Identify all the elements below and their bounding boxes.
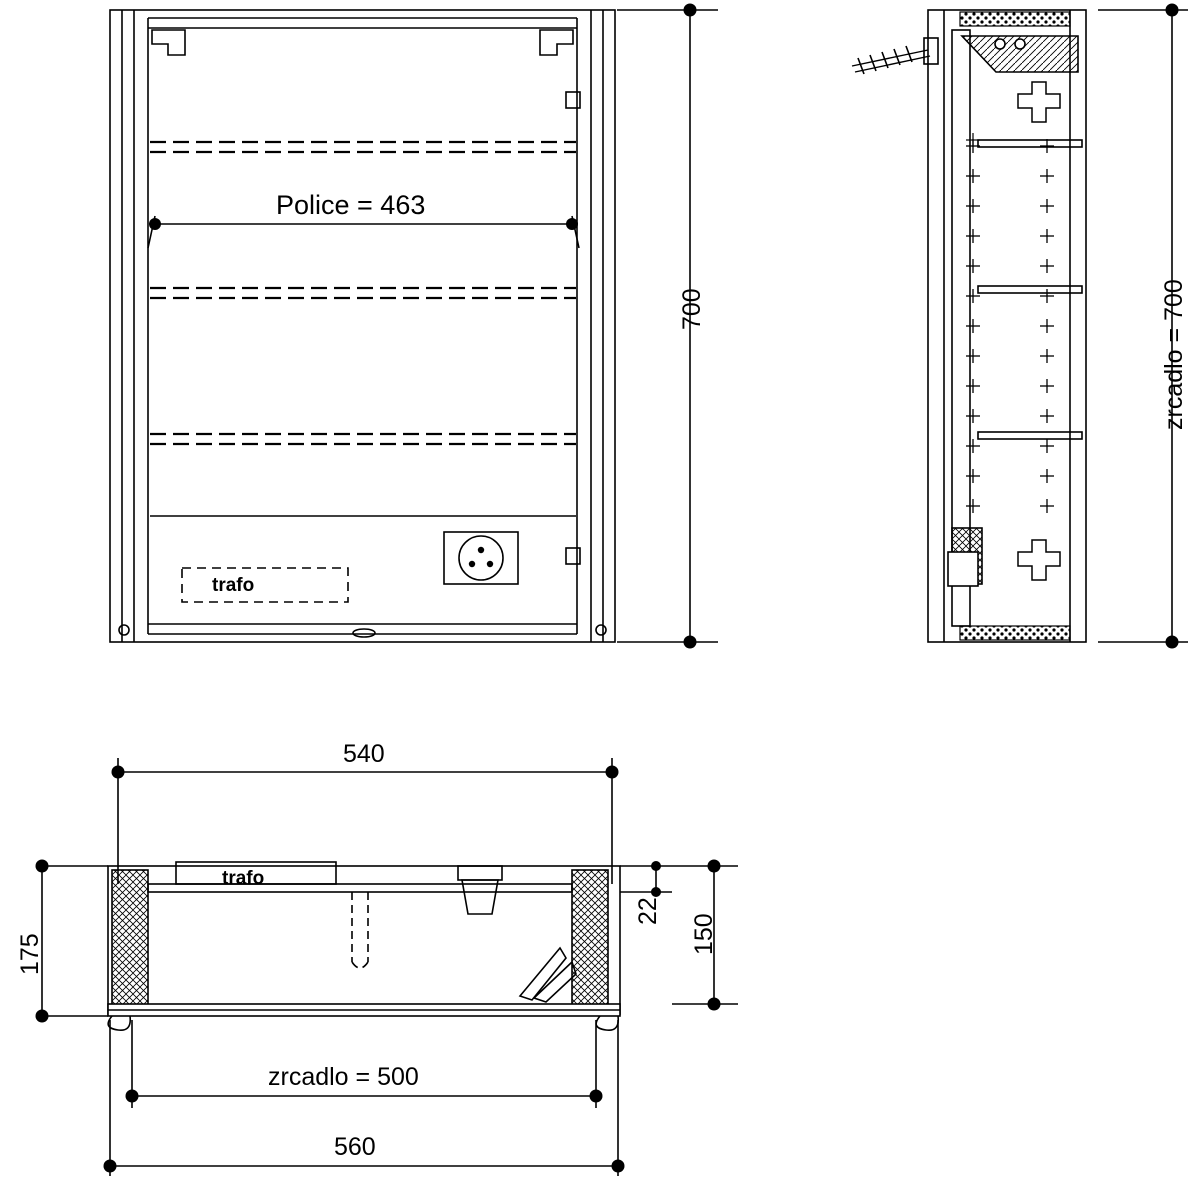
top-view-geometry bbox=[36, 758, 739, 1176]
top-small-dimension-label: 22 bbox=[634, 897, 662, 925]
front-view-geometry bbox=[110, 4, 718, 649]
top-outer-dimension-label: 560 bbox=[334, 1133, 376, 1161]
top-width-dimension-label: 540 bbox=[343, 740, 385, 768]
top-mirror-dimension-label: zrcadlo = 500 bbox=[268, 1063, 419, 1091]
front-shelf-label: Police = 463 bbox=[276, 190, 426, 220]
top-inner-depth-dimension-label: 150 bbox=[690, 913, 718, 955]
top-trafo-label: trafo bbox=[222, 868, 265, 889]
front-height-dimension-label: 700 bbox=[678, 288, 706, 330]
top-depth-dimension-label: 175 bbox=[16, 933, 44, 975]
side-height-dimension-label: zrcadlo = 700 bbox=[1160, 279, 1188, 430]
side-view-geometry bbox=[852, 4, 1188, 649]
front-trafo-label: trafo bbox=[212, 575, 255, 596]
